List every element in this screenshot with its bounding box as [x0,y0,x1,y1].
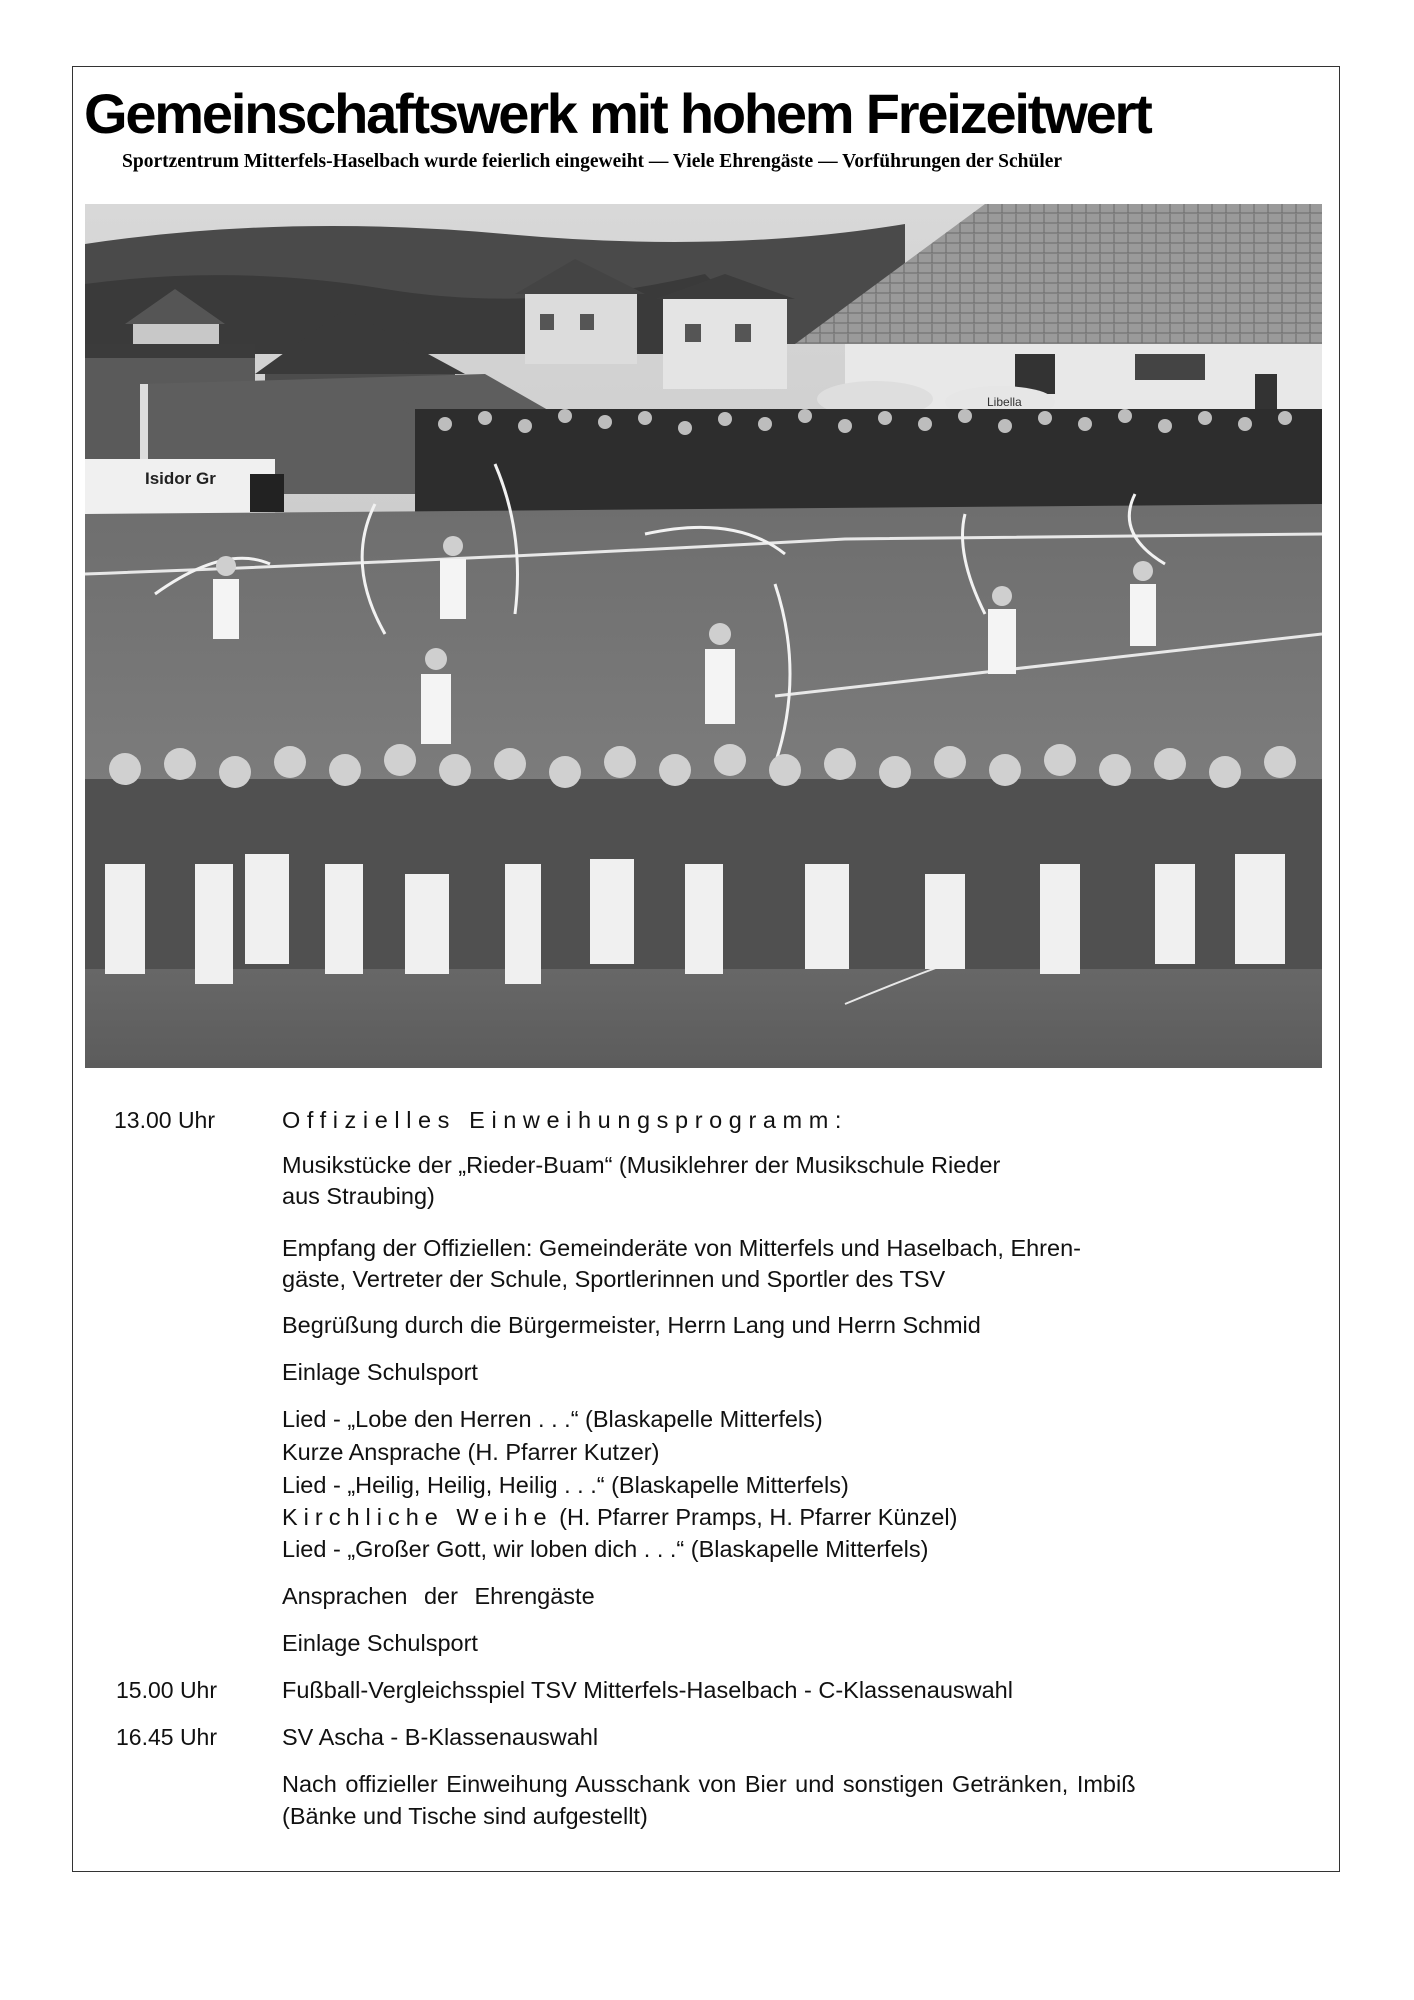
subheadline: Sportzentrum Mitterfels-Haselbach wurde feierlich eingeweiht — Viele Ehrengäste — Vorführungen der Schüler [122,151,1063,172]
banner [85,459,275,519]
schedule-line: Fußball-Vergleichsspiel TSV Mitterfels-Haselbach - C-Klassenauswahl [282,1677,1013,1703]
time-1500: 15.00 Uhr [116,1677,218,1703]
schedule-line: SV Ascha - B-Klassenauswahl [282,1724,599,1750]
church-blessing-detail: (H. Pfarrer Pramps, H. Pfarrer Künzel) [552,1504,958,1530]
headline: Gemeinschaftswerk mit hohem Freizeitwert [84,82,1151,145]
schedule-line: Musikstücke der „Rieder-Buam“ (Musiklehrer der Musikschule Rieder [282,1152,1001,1178]
schedule-line: Empfang der Offiziellen: Gemeinderäte von Mitterfels und Haselbach, Ehren- [282,1235,1081,1261]
program-title: Offizielles Einweihungsprogramm: [282,1107,849,1133]
event-photo [85,204,1322,1068]
schedule-line: Einlage Schulsport [282,1630,478,1656]
time-1645: 16.45 Uhr [116,1724,218,1750]
schedule-line: aus Straubing) [282,1183,435,1209]
schedule-line: Kurze Ansprache (H. Pfarrer Kutzer) [282,1439,660,1465]
photo-illustration [85,204,1322,1068]
umbrella-sign-text: Libella [987,395,1022,409]
schedule-line: Ansprachen der Ehrengäste [282,1583,595,1609]
banner-text: Isidor Gr [145,469,216,488]
church-blessing-label: Kirchliche Weihe [282,1504,553,1530]
schedule-line: Begrüßung durch die Bürgermeister, Herrn Lang und Herrn Schmid [282,1312,981,1338]
schedule-line: Nach offizieller Einweihung Ausschank von Bier und sonstigen Getränken, Imbiß [282,1771,1136,1797]
schedule-line: Lied - „Heilig, Heilig, Heilig . . .“ (Blaskapelle Mitterfels) [282,1472,849,1498]
schedule-line: gäste, Vertreter der Schule, Sportlerinnen und Sportler des TSV [282,1266,946,1292]
schedule-line: Einlage Schulsport [282,1359,478,1385]
schedule-line: (Bänke und Tische sind aufgestellt) [282,1803,648,1829]
schedule-line: Lied - „Großer Gott, wir loben dich . . .“ (Blaskapelle Mitterfels) [282,1536,929,1562]
time-1300: 13.00 Uhr [114,1107,216,1133]
schedule-line: Lied - „Lobe den Herren . . .“ (Blaskapelle Mitterfels) [282,1406,823,1432]
